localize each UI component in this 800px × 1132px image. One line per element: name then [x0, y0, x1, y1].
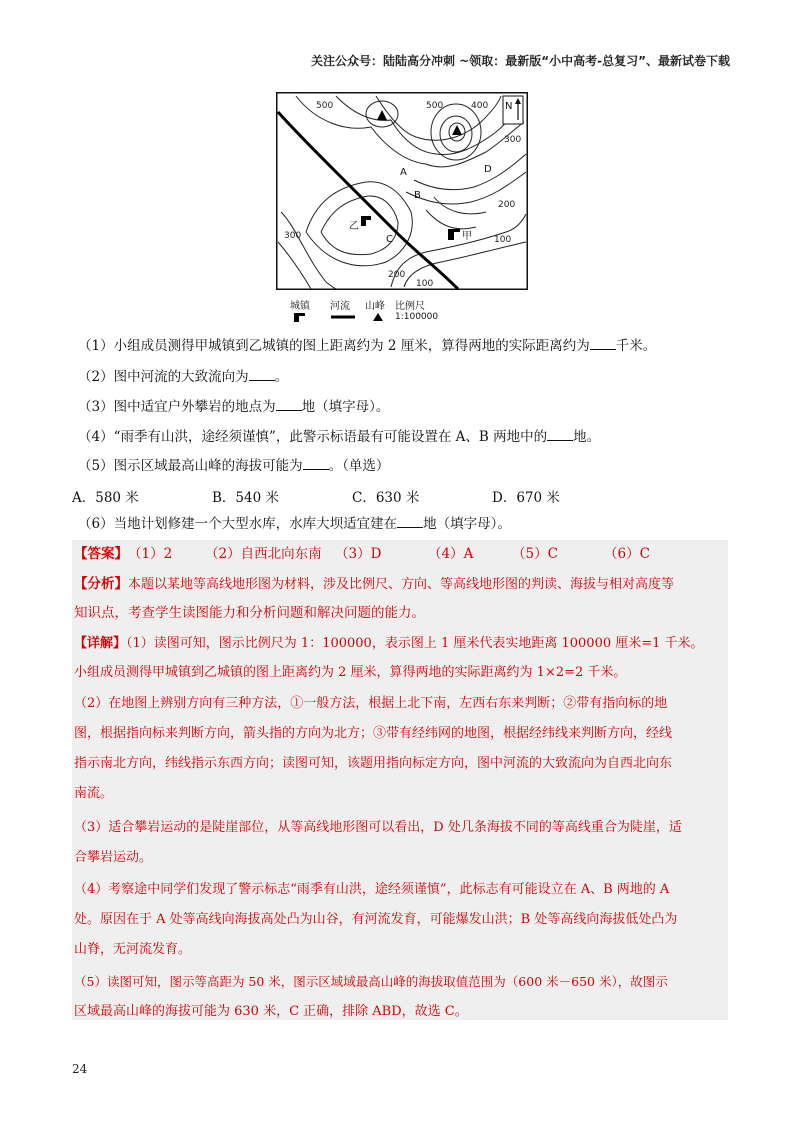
legend-peak-label: 山峰 [365, 301, 385, 312]
contour-label: 300 [504, 135, 522, 145]
contour-label: 100 [416, 279, 434, 289]
point-label-c: C [386, 234, 393, 245]
question-3: （3）图中适宜户外攀岩的地点为 地（填字母）。 [78, 399, 390, 415]
detail-line: （4）考察途中同学们发现了警示标志“雨季有山洪，途经须谨慎”，此标志有可能设立在 A、B 两地的 A [74, 882, 670, 897]
legend-scale-label: 比例尺 [395, 301, 425, 312]
contour-label: 200 [388, 270, 406, 280]
option-d: D．670 米 [492, 490, 560, 506]
detail-line: 【详解】（1）读图可知，图示比例尺为 1：100000，表示图上 1 厘米代表实地距离 100000 厘米=1 千米。 [74, 636, 704, 651]
point-label-d: D [484, 164, 492, 175]
contour-label: 100 [494, 235, 512, 245]
legend-river-label: 河流 [330, 301, 350, 312]
river-icon [330, 311, 356, 323]
answer-item: （2）自西北向东南 [205, 546, 322, 562]
question-6: （6）当地计划修建一个大型水库，水库大坝适宜建在 地（填字母）。 [78, 516, 511, 532]
question-2: （2）图中河流的大致流向为 。 [78, 369, 289, 385]
town-label: 乙 [349, 221, 359, 232]
detail-line: 图，根据指向标来判断方向，箭头指的方向为北方；③带有经纬网的地图，根据经纬线来判断方向，经线 [74, 726, 673, 741]
question-1: （1）小组成员测得甲城镇到乙城镇的图上距离约为 2 厘米，算得两地的实际距离约为 千米。 [78, 338, 657, 354]
point-label-a: A [400, 167, 407, 178]
option-b: B．540 米 [212, 490, 279, 506]
question-5: （5）图示区域最高山峰的海拔可能为 。（单选） [78, 458, 390, 474]
detail-line: 区域最高山峰的海拔可能为 630 米，C 正确，排除 ABD，故选 C。 [74, 1004, 468, 1019]
question-4: （4）“雨季有山洪，途经须谨慎”，此警示标语最有可能设置在 A、B 两地中的 地。 [78, 429, 601, 445]
map-legend [290, 297, 450, 327]
answer-item: （6）C [604, 546, 650, 562]
town-icon [292, 311, 308, 323]
contour-label: 200 [498, 200, 516, 210]
answer-item: （1）2 [128, 546, 173, 562]
analysis-label: 【分析】 [74, 576, 128, 592]
page-header: 关注公众号：陆陆高分冲刺 ~领取：最新版“小中高考-总复习”、最新试卷下载 [311, 54, 730, 68]
contour-label: 500 [316, 101, 334, 111]
detail-line: 山脊，无河流发育。 [74, 942, 192, 957]
analysis-line: 知识点，考查学生读图能力和分析问题和解决问题的能力。 [74, 605, 425, 621]
contour-label: 300 [284, 231, 302, 241]
analysis-line: 【分析】本题以某地等高线地形图为材料，涉及比例尺、方向、等高线地形图的判读、海拔与相对高度等 [74, 576, 675, 592]
contour-label: 500 [426, 101, 444, 111]
contour-label: 400 [471, 101, 489, 111]
town-label: 甲 [462, 231, 472, 242]
answer-item: （5）C [512, 546, 558, 562]
detail-line: 指示南北方向，纬线指示东西方向；读图可知，该题用指向标定方向，图中河流的大致流向为自西北向东 [74, 756, 673, 771]
answer-label: 【答案】 [74, 546, 128, 562]
option-a: A．580 米 [72, 490, 139, 506]
legend-town-label: 城镇 [290, 301, 310, 312]
point-label-b: B [414, 190, 421, 201]
detail-line: 小组成员测得甲城镇到乙城镇的图上距离约为 2 厘米，算得两地的实际距离约为 1×2=2 千米。 [74, 665, 627, 680]
answer-line [74, 544, 128, 564]
legend-scale-value: 1:100000 [395, 312, 439, 322]
peak-icon [372, 311, 384, 323]
page-number: 24 [72, 1062, 88, 1076]
answer-item: （3）D [335, 546, 382, 562]
detail-line: 处。原因在于 A 处等高线向海拔高处凸为山谷，有河流发育，可能爆发山洪；B 处等高线向海拔低处凸为 [74, 912, 678, 927]
detail-line: 合攀岩运动。 [74, 850, 153, 865]
north-label: N [505, 101, 513, 112]
contour-map [276, 92, 528, 290]
detail-label: 【详解】 [74, 636, 127, 651]
option-c: C．630 米 [352, 490, 420, 506]
detail-line: （2）在地图上辨别方向有三种方法，①一般方法，根据上北下南，左西右东来判断；②带有指向标的地 [74, 696, 668, 711]
answer-item: （4）A [428, 546, 474, 562]
detail-line: 南流。 [74, 786, 114, 801]
detail-line: （5）读图可知，图示等高距为 50 米，图示区域域最高山峰的海拔取值范围为（600 米－650 米），故图示 [74, 974, 668, 989]
detail-line: （3）适合攀岩运动的是陡崖部位，从等高线地形图可以看出，D 处几条海拔不同的等高线重合为陡崖，适 [74, 820, 682, 835]
